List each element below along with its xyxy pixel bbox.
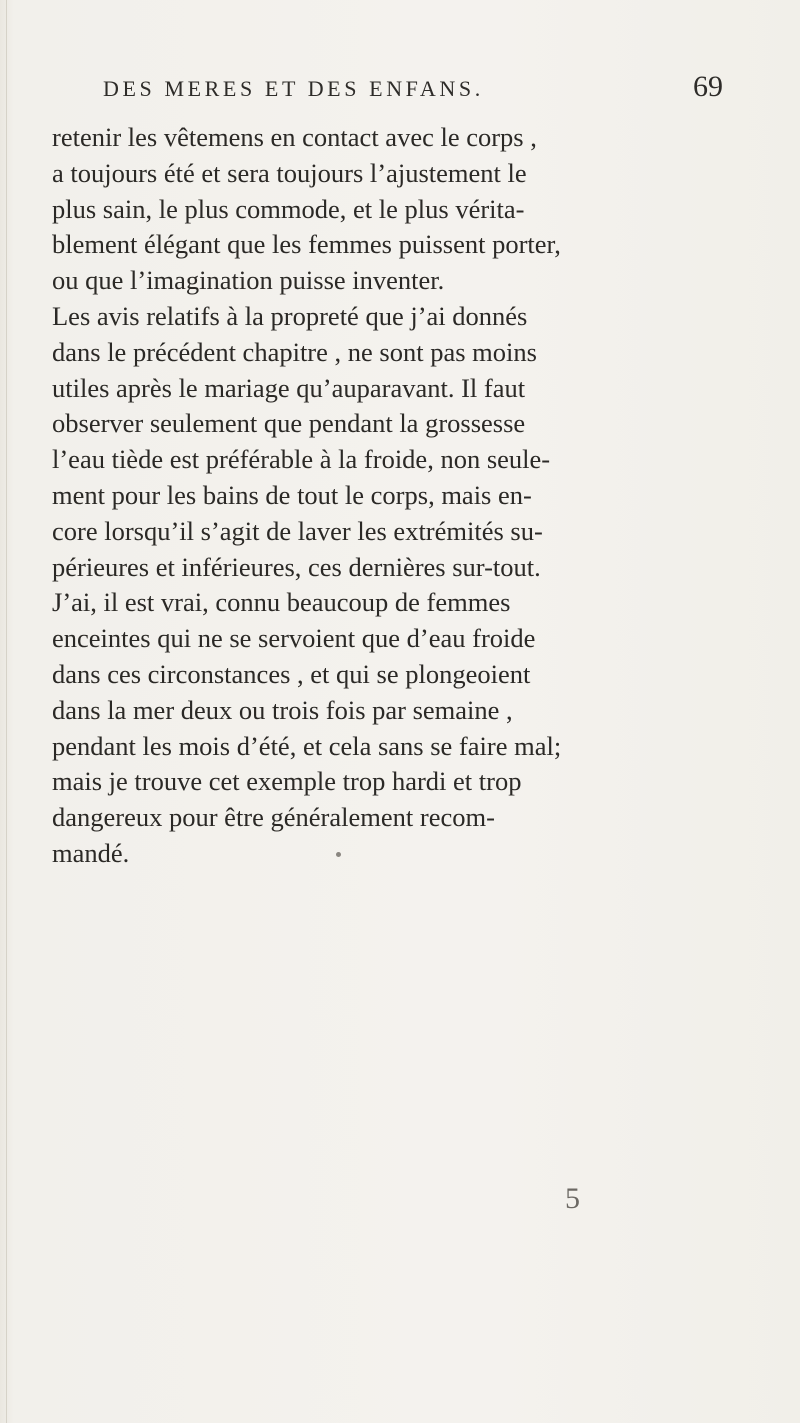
text-line: retenir les vêtemens en contact avec le corps , — [52, 122, 537, 152]
text-line: pendant les mois d’été, et cela sans se faire mal; — [52, 730, 562, 761]
text-line: ment pour les bains de tout le corps, mais en- — [52, 479, 532, 510]
text-line: dangereux pour être généralement recom- — [52, 802, 495, 833]
text-line: utiles après le mariage qu’auparavant. Il faut — [52, 372, 526, 403]
text-line: mandé. — [52, 837, 130, 868]
text-line: core lorsqu’il s’agit de laver les extrémités su- — [52, 515, 543, 546]
text-line: l’eau tiède est préférable à la froide, non seule- — [52, 444, 551, 475]
page-gutter — [6, 0, 7, 1423]
ink-speck — [336, 852, 341, 857]
text-line: mais je trouve cet exemple trop hardi et trop — [52, 766, 522, 797]
text-line: ou que l’imagination puisse inventer. — [52, 265, 445, 296]
signature-mark: 5 — [565, 1182, 580, 1215]
text-line: enceintes qui ne se servoient que d’eau froide — [52, 623, 536, 654]
page-number: 69 — [693, 70, 723, 103]
page-header — [103, 70, 723, 110]
text-line: périeures et inférieures, ces dernières sur-tout. — [52, 551, 541, 582]
text-line: J’ai, il est vrai, connu beaucoup de femmes — [52, 587, 511, 618]
running-head: DES MERES ET DES ENFANS. — [103, 76, 484, 101]
text-line: Les avis relatifs à la propreté que j’ai donnés — [52, 300, 528, 331]
text-line: dans le précédent chapitre , ne sont pas moins — [52, 336, 537, 367]
body-text — [52, 120, 752, 872]
text-line: dans ces circonstances , et qui se plongeoient — [52, 658, 531, 689]
text-line: a toujours été et sera toujours l’ajustement le — [52, 157, 527, 188]
text-line: plus sain, le plus commode, et le plus vérita- — [52, 193, 525, 224]
text-line: dans la mer deux ou trois fois par semaine , — [52, 694, 513, 725]
text-line: observer seulement que pendant la grossesse — [52, 408, 526, 439]
text-line: blement élégant que les femmes puissent porter, — [52, 229, 561, 260]
